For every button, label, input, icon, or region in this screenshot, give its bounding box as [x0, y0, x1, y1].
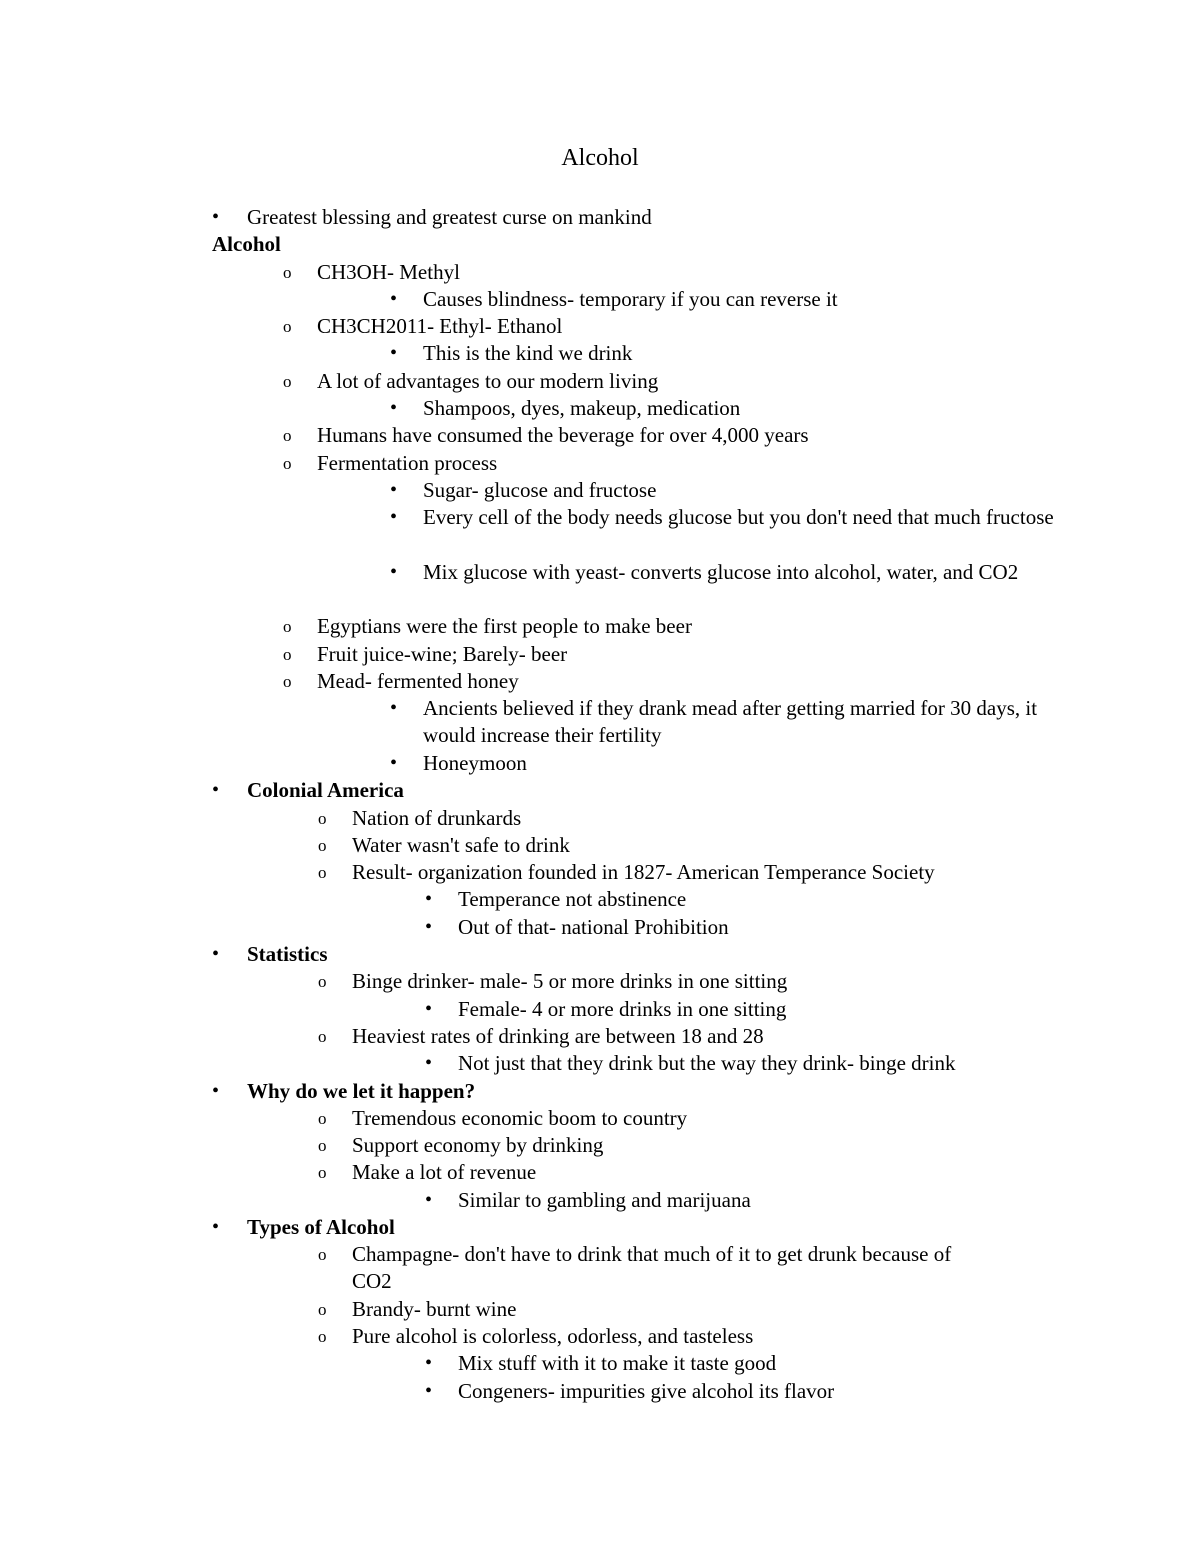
bullet-icon: •	[212, 1079, 220, 1102]
list-item-text: Mix glucose with yeast- converts glucose into alcohol, water, and CO2	[423, 559, 1019, 584]
list-item-text: Congeners- impurities give alcohol its flavor	[458, 1378, 835, 1403]
list-item-text: CH3CH2011- Ethyl- Ethanol	[317, 314, 563, 339]
list-item	[0, 259, 1200, 286]
notes-outline	[0, 204, 1200, 1405]
list-item	[0, 504, 1200, 559]
list-item	[0, 422, 1200, 449]
list-item	[0, 859, 1200, 886]
bullet-icon: •	[212, 779, 220, 802]
list-item	[0, 914, 1200, 941]
section-heading: Statistics	[247, 942, 328, 967]
list-item-text: CH3OH- Methyl	[317, 259, 460, 284]
list-item	[0, 695, 1200, 750]
bullet-icon: •	[212, 206, 220, 228]
list-item	[0, 450, 1200, 477]
list-item-text: This is the kind we drink	[423, 341, 633, 366]
bullet-icon: •	[390, 478, 398, 501]
list-item	[0, 313, 1200, 340]
list-item-text: Result- organization founded in 1827- American Temperance Society	[352, 860, 935, 885]
list-item	[0, 996, 1200, 1023]
bullet-icon: •	[212, 943, 220, 966]
list-item-text: Champagne- don't have to drink that much of it to get drunk because of CO2	[352, 1242, 952, 1293]
circle-bullet-icon: o	[318, 1136, 327, 1156]
circle-bullet-icon: o	[283, 426, 292, 446]
list-item	[0, 613, 1200, 640]
circle-bullet-icon: o	[318, 835, 327, 855]
list-item-text: Temperance not abstinence	[458, 887, 687, 912]
list-item-text: Greatest blessing and greatest curse on mankind	[247, 205, 652, 229]
list-item-text: Every cell of the body needs glucose but you don't need that much fructose	[423, 505, 1054, 530]
list-item-text: Shampoos, dyes, makeup, medication	[423, 396, 741, 421]
list-item-text: Ancients believed if they drank mead after getting married for 30 days, it would increase their fertility	[423, 696, 1038, 747]
bullet-icon: •	[390, 560, 398, 583]
list-item-text: Nation of drunkards	[352, 805, 522, 830]
circle-bullet-icon: o	[283, 453, 292, 473]
bullet-icon: •	[390, 697, 398, 720]
section-heading: Types of Alcohol	[247, 1214, 395, 1239]
list-item	[0, 1078, 1200, 1105]
list-item	[0, 777, 1200, 804]
bullet-icon: •	[390, 397, 398, 420]
list-item-text: Sugar- glucose and fructose	[423, 477, 657, 502]
section-heading: Alcohol	[212, 232, 281, 257]
list-item	[0, 1378, 1200, 1405]
list-item	[0, 231, 1200, 258]
circle-bullet-icon: o	[283, 617, 292, 637]
list-item	[0, 1105, 1200, 1132]
circle-bullet-icon: o	[318, 1299, 327, 1319]
list-item-text: Mix stuff with it to make it taste good	[458, 1351, 777, 1376]
bullet-icon: •	[425, 1352, 433, 1375]
bullet-icon: •	[425, 915, 433, 938]
circle-bullet-icon: o	[283, 317, 292, 337]
bullet-icon: •	[390, 506, 398, 529]
list-item	[0, 668, 1200, 695]
list-item-text: Heaviest rates of drinking are between 18 and 28	[352, 1023, 764, 1048]
list-item	[0, 1323, 1200, 1350]
list-item-text: Water wasn't safe to drink	[352, 832, 570, 857]
list-item	[0, 477, 1200, 504]
section-heading: Colonial America	[247, 778, 404, 803]
list-item	[0, 395, 1200, 422]
bullet-icon: •	[390, 287, 398, 310]
list-item-text: Pure alcohol is colorless, odorless, and tasteless	[352, 1324, 754, 1349]
circle-bullet-icon: o	[318, 1026, 327, 1046]
circle-bullet-icon: o	[283, 644, 292, 664]
list-item-text: Mead- fermented honey	[317, 669, 519, 694]
bullet-icon: •	[390, 342, 398, 365]
list-item	[0, 832, 1200, 859]
list-item-text: Egyptians were the first people to make beer	[317, 614, 692, 639]
list-item	[0, 1050, 1200, 1077]
list-item-text: Make a lot of revenue	[352, 1160, 537, 1185]
bullet-icon: •	[425, 1188, 433, 1211]
list-item	[0, 805, 1200, 832]
list-item	[0, 1214, 1200, 1241]
list-item	[0, 286, 1200, 313]
circle-bullet-icon: o	[318, 1163, 327, 1183]
list-item	[0, 641, 1200, 668]
list-item-text: Not just that they drink but the way they drink- binge drink	[458, 1051, 956, 1076]
list-item	[0, 1023, 1200, 1050]
list-item	[0, 1132, 1200, 1159]
bullet-icon: •	[212, 1215, 220, 1238]
list-item-text: A lot of advantages to our modern living	[317, 368, 659, 393]
list-item	[0, 1241, 1200, 1296]
list-item	[0, 1350, 1200, 1377]
list-item-text: Fruit juice-wine; Barely- beer	[317, 641, 568, 666]
circle-bullet-icon: o	[318, 1327, 327, 1347]
list-item-text: Tremendous economic boom to country	[352, 1105, 688, 1130]
circle-bullet-icon: o	[283, 371, 292, 391]
section-heading: Why do we let it happen?	[247, 1078, 476, 1103]
list-item	[0, 1159, 1200, 1186]
circle-bullet-icon: o	[318, 1108, 327, 1128]
bullet-icon: •	[425, 997, 433, 1020]
circle-bullet-icon: o	[283, 262, 292, 282]
bullet-icon: •	[390, 751, 398, 774]
list-item-text: Honeymoon	[423, 750, 527, 775]
list-item-text: Support economy by drinking	[352, 1133, 604, 1158]
circle-bullet-icon: o	[318, 863, 327, 883]
list-item	[0, 204, 1200, 231]
list-item-text: Similar to gambling and marijuana	[458, 1187, 751, 1212]
list-item-text: Binge drinker- male- 5 or more drinks in one sitting	[352, 969, 788, 994]
list-item	[0, 968, 1200, 995]
document-title: Alcohol	[561, 145, 639, 171]
circle-bullet-icon: o	[318, 1245, 327, 1265]
list-item	[0, 368, 1200, 395]
bullet-icon: •	[425, 1052, 433, 1075]
circle-bullet-icon: o	[318, 972, 327, 992]
list-item	[0, 750, 1200, 777]
list-item-text: Humans have consumed the beverage for over 4,000 years	[317, 423, 809, 448]
list-item-text: Out of that- national Prohibition	[458, 914, 729, 939]
circle-bullet-icon: o	[318, 808, 327, 828]
list-item	[0, 340, 1200, 367]
list-item	[0, 886, 1200, 913]
list-item-text: Causes blindness- temporary if you can reverse it	[423, 286, 838, 311]
list-item	[0, 941, 1200, 968]
bullet-icon: •	[425, 888, 433, 911]
list-item-text: Fermentation process	[317, 450, 498, 475]
list-item-text: Female- 4 or more drinks in one sitting	[458, 996, 787, 1021]
list-item	[0, 1187, 1200, 1214]
circle-bullet-icon: o	[283, 672, 292, 692]
list-item	[0, 559, 1200, 614]
bullet-icon: •	[425, 1379, 433, 1402]
list-item-text: Brandy- burnt wine	[352, 1296, 517, 1321]
list-item	[0, 1296, 1200, 1323]
